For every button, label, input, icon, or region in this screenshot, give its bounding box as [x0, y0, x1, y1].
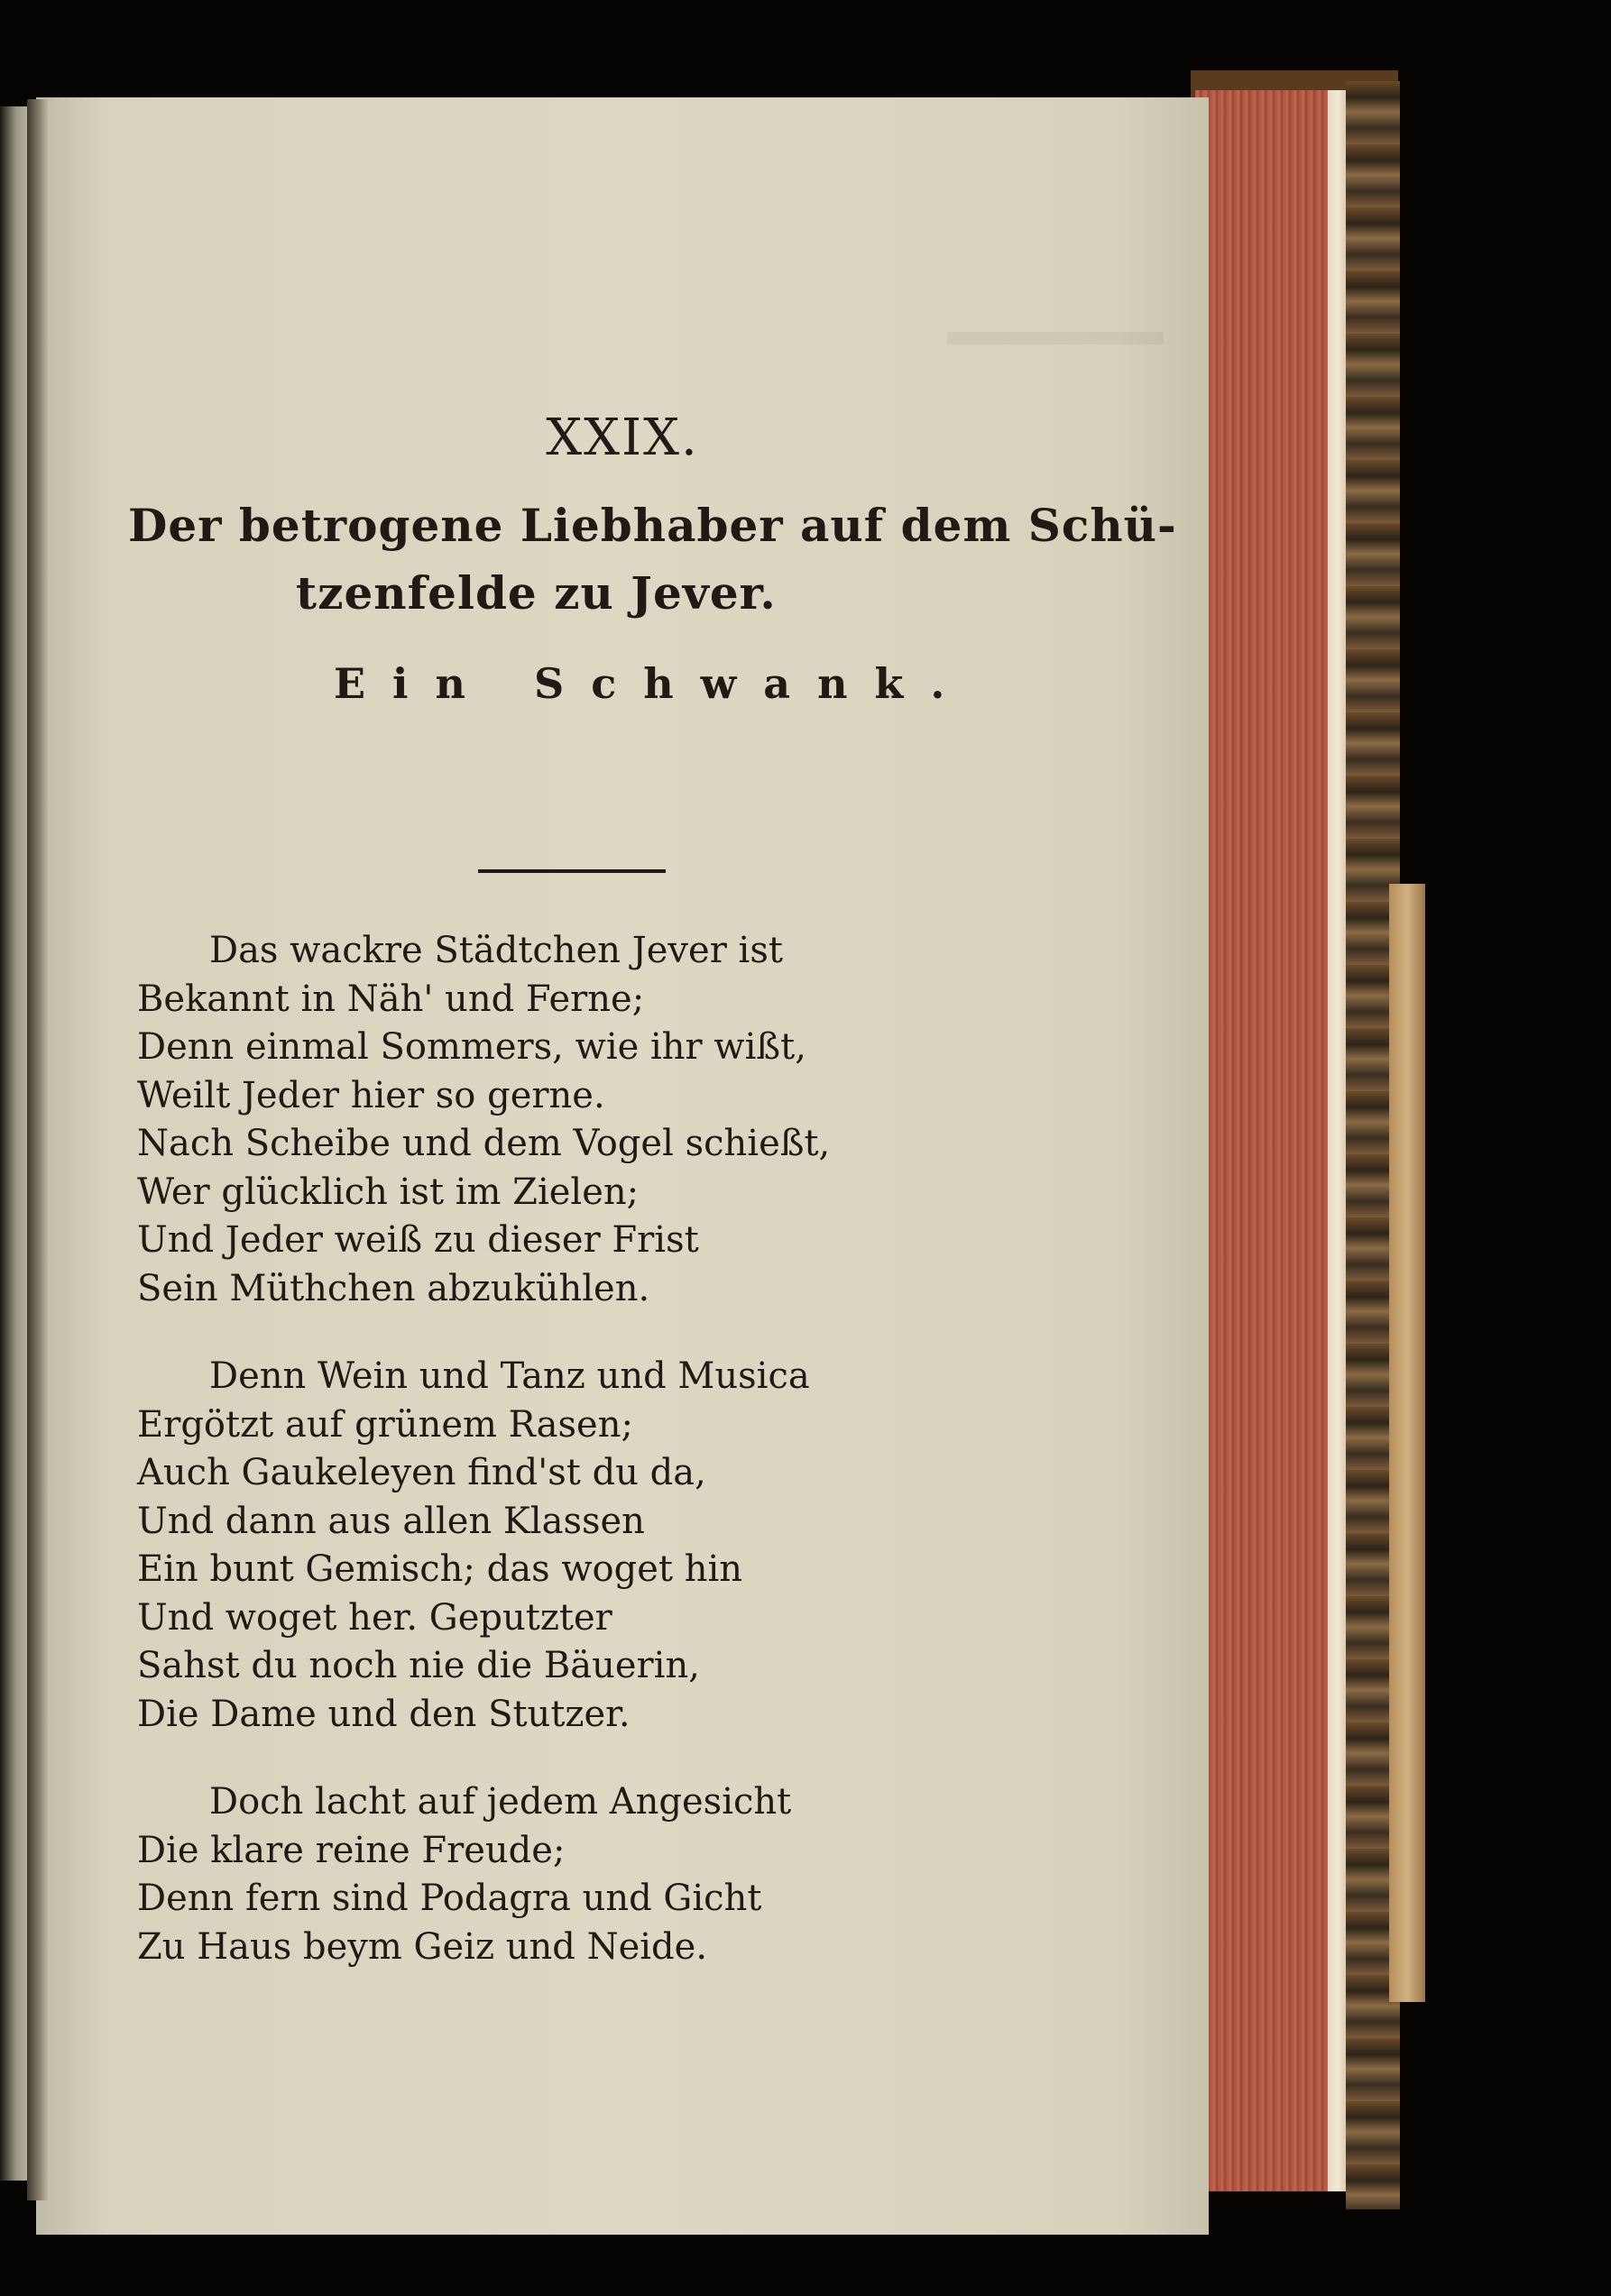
book-gutter	[27, 99, 49, 2200]
verse-line: Die Dame und den Stutzer.	[137, 1694, 631, 1735]
title-line-1: Der betrogene Liebhaber auf dem Schü-	[128, 499, 1177, 552]
red-fore-edge	[1195, 90, 1335, 2191]
verse-line: Wer glücklich ist im Zielen;	[137, 1171, 640, 1213]
verse-line: Das wackre Städtchen Jever ist	[209, 930, 783, 971]
verse-line: Die klare reine Freude;	[137, 1830, 566, 1871]
page-edge-highlight	[1328, 90, 1348, 2191]
verse-line: Nach Scheibe und dem Vogel schießt,	[137, 1123, 831, 1164]
decorative-rule	[478, 869, 666, 873]
verse-line: Sein Müthchen abzukühlen.	[137, 1268, 650, 1309]
verse-line: Und dann aus allen Klassen	[137, 1501, 645, 1542]
title-line-2: tzenfelde zu Jever.	[296, 566, 777, 620]
verse-line: Auch Gaukeleyen find'st du da,	[137, 1452, 706, 1493]
poem-number: XXIX.	[546, 409, 699, 467]
subtitle: Ein Schwank.	[334, 659, 972, 708]
verse-line: Weilt Jeder hier so gerne.	[137, 1075, 605, 1116]
verse-line: Sahst du noch nie die Bäuerin,	[137, 1645, 700, 1686]
verse-line: Ein bunt Gemisch; das woget hin	[137, 1548, 743, 1590]
verse-line: Denn fern sind Podagra und Gicht	[137, 1878, 762, 1919]
verse-line: Ergötzt auf grünem Rasen;	[137, 1404, 633, 1446]
cover-tab	[1389, 884, 1425, 2002]
verse-line: Zu Haus beym Geiz und Neide.	[137, 1926, 708, 1968]
verse-line: Doch lacht auf jedem Angesicht	[209, 1781, 792, 1823]
verse-line: Denn Wein und Tanz und Musica	[209, 1355, 810, 1397]
book-page	[36, 97, 1209, 2235]
verse-line: Und woget her. Geputzter	[137, 1597, 612, 1639]
show-through-mark	[947, 332, 1164, 344]
verse-line: Denn einmal Sommers, wie ihr wißt,	[137, 1026, 806, 1068]
verse-line: Und Jeder weiß zu dieser Frist	[137, 1219, 699, 1261]
verse-line: Bekannt in Näh' und Ferne;	[137, 978, 645, 1020]
